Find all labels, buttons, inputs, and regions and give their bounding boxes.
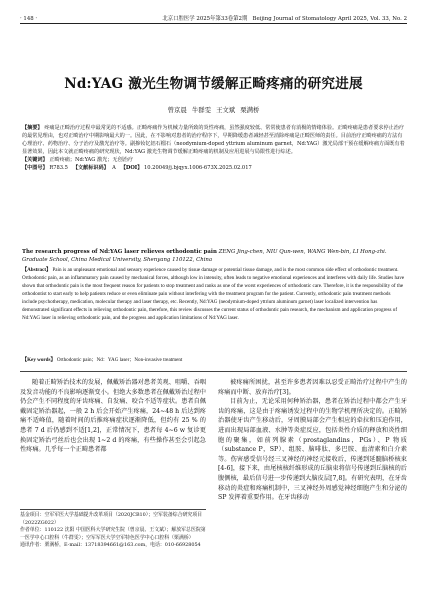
en-title: The research progress of Nd:YAG laser relieves orthodontic pain	[22, 249, 217, 255]
body-paragraph: 随着正畸矫治技术的发展，佩戴矫治器对患者美观、咀嚼、吞咽及发音功能的不良影响逐渐变小。但绝大多数患者在佩戴矫治过程中仍会产生不同程度的牙齿疼痛、自发痛、咬合不适等症状。患者自佩戴固定矫治器起，一般 2 h 后会开始产生疼痛，24~48 h 后达到疼痛不适峰值，随着时间的后推疼痛症状逐渐降低，但约有 25 % 的患者 7 d 后仍感到不适[1,2]，正常情况下，患者每 4~6 w 复诊更换固定矫治弓丝后也会出现 1~2 d 的疼痛，有些操作甚至会引起急性疼痛。几乎每一个正畸患者都	[20, 379, 206, 454]
en-title-block	[22, 248, 405, 264]
cn-abstract-text: 疼痛是正畸治疗过程中最常见的不适感。正畸疼痛作为机械力量所致的炎性疼痛，虽然强度较低、常常使患者有消极的情绪体验。正畸疼痛是患者要求停止治疗的最常见理由，也对正畸治疗中期影响最大的一。因此，在不影响对患者的治疗程序下，早期降缓患者减轻甚至消除疼痛是正畸医师的责任。目前治疗正畸疼痛的方法有心理治疗、药物治疗、分子治疗及激光治疗等。副掺钕钇铝石榴石（neodymium-doped yttrium aluminum garnet，Nd:YAG）激光局部干预在缓解疼痛方面既有着显著效果，因此本文就正畸疼痛的研究现状，Nd:YAG 激光生物调节缓解正畸疼痛的机制及应用进展与局限性进行综述。	[22, 125, 405, 156]
cn-keywords-label: 【关键词】	[22, 157, 48, 164]
cn-keywords-text: 正畸疼痛；Nd:YAG 激光；无创治疗	[49, 157, 133, 164]
doi-value: 10.20049/j.bjqyx.1006-673X.2025.02.017	[144, 165, 252, 172]
doc-label: 【文献标识码】	[72, 165, 109, 172]
cn-meta	[22, 164, 405, 172]
running-header	[20, 12, 407, 22]
cn-abstract-block	[22, 124, 405, 173]
clc-value: R783.5	[49, 165, 68, 172]
doi-label: 【DOI】	[120, 165, 143, 172]
journal-en: Beijing Journal of Stomatology April 2025, Vol. 33, No. 2	[252, 16, 407, 22]
doc-value: A	[112, 165, 116, 172]
en-abstract-text: Pain is an unpleasant emotional and sensory experience caused by tissue damage or potential tissue damage, and is the most common side effect of orthodontic treatment. Orthodontic pain, as an inflammatory pain caused by mechanical forces, although low in intensity, often leads to negative emotional experiences and interferes with daily life. Studies have shown that orthodontic pain is the most frequent reason for patients to stop treatment and ranks as one of the worst experiences of orthodontic care. Therefore, it is the responsibility of the orthodontist to start early to help patients reduce or even eliminate pain without interfering with the treatment program for the patient. Currently, orthodontic pain treatment methods include psychotherapy, medication, molecular therapy and laser therapy, etc. Recently, Nd:YAG (neodymium-doped yttrium aluminum garnet) laser localized intervention has demonstrated significant effects in relieving orthodontic pain, therefore, this review discusses the current status of orthodontic pain research, the mechanism and application progress of Nd:YAG laser in relieving orthodontic pain, and the progress and application limitations of Nd:YAG laser.	[22, 267, 405, 322]
cn-abstract-label: 【摘要】	[22, 125, 43, 131]
journal-cn: 北京口腔医学 2025年第33卷第2期	[162, 16, 248, 22]
header-rule	[20, 23, 407, 24]
cn-keywords	[22, 156, 405, 164]
body-paragraph: 被疼痛所困扰，甚至许多患者因难以忍受正畸治疗过程中产生的疼痛而中断、放弃治疗[3]。	[218, 379, 407, 396]
body-column-left	[20, 378, 206, 455]
en-abstract-label: 【Abstract】	[22, 267, 52, 273]
footnote: 基金项目：空军军医大学基础提升改革项目（2020JCB10）；空军装备综合研究项目（2022ZG022） 作者单位：110122 沈阳 中国医科大学研究生院（曾京晨、王文斌）；解放军总医院第一医学中心口腔科（牛群雯）；空军军医大学空军特色医学中心口腔科（栗满桥） 通讯作者：栗满桥，E-mail：13718394661@163.com，电话：010-66928054	[20, 512, 206, 549]
en-keywords	[22, 356, 405, 363]
en-affiliation: Graduate School, China Medical University, Shenyang 110122, China	[22, 257, 213, 264]
en-keywords-label: 【Key words】	[22, 357, 56, 363]
footnote-rule	[20, 509, 206, 510]
en-abstract	[22, 266, 405, 322]
en-authors: ZENG Jing-chen, NIU Qun-wen, WANG Wen-bin, LI Hong-zhi.	[218, 249, 387, 255]
body-paragraph: 目前为止，无论采用何种矫治器，患者在矫治过程中都会产生牙齿的疼痛，这是由于疼痛诱发过程中的生物学机理所决定的。正畸矫治器使牙齿产生移动后，牙周膜局部会产生相应的牵拉和压迫作用，进而出现局部血液、水肿等炎症反应，包括炎性介质的释放和炎性细胞的聚集，如前列腺素（prostaglandins，PGs）、P 物质（substance P，SP）、组胺、脑啡肽、多巴胺、血清素和白介素等。伤害感受信号经三叉神经的神经元接收后，传递到延髓脑桥核束[4-6]，接下来，由尾核核纤维形成的丘脑束将信号传递到丘脑核的后腹侧核，最后信号进一步传递到大脑皮层[7,8]。有研究表明，在牙齿移动的炎症和疼痛机制中，三叉神经外周感觉神经细胞产生和分泌的 SP 发挥着重要作用。在牙齿移动	[218, 398, 407, 502]
clc-label: 【中图号】	[22, 165, 48, 172]
paper-title: Nd:YAG 激光生物调节缓解正畸疼痛的研究进展	[64, 76, 363, 92]
body-column-right	[218, 378, 407, 503]
en-keywords-text: Orthodontic pain；Nd：YAG laser；Non-invasive treatment	[56, 357, 183, 363]
cn-abstract	[22, 124, 405, 156]
authors: 曾京晨 牛群雯 王文斌 栗满桥	[167, 106, 260, 114]
section-rule	[20, 371, 407, 372]
journal-citation	[162, 14, 407, 22]
page-number: · 148 ·	[20, 16, 38, 22]
